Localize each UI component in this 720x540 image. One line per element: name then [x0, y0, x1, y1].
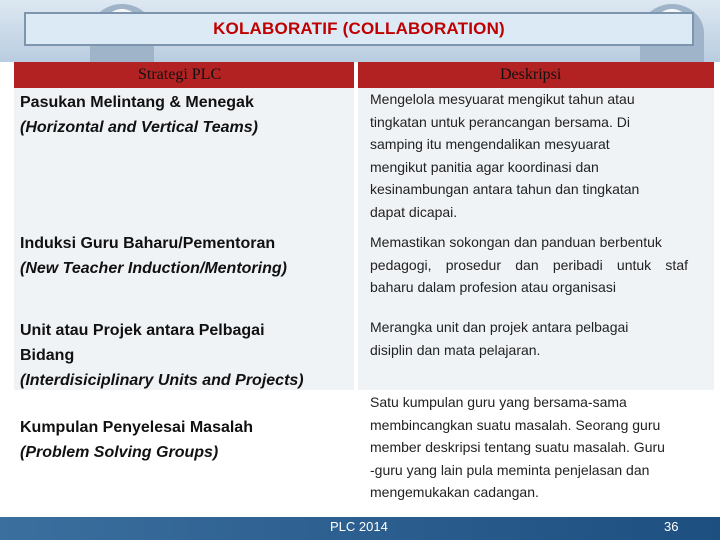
strategy-name: Unit atau Projek antara Pelbagai: [20, 322, 265, 339]
description-line: Satu kumpulan guru yang bersama-sama: [370, 394, 627, 410]
description-text: [370, 231, 688, 299]
description-line: baharu dalam profesion atau organisasi: [370, 279, 616, 295]
strategy-text: [20, 90, 258, 140]
table-row-1-description: [358, 88, 714, 228]
table-header-strategy: [14, 62, 354, 88]
strategy-name-en: (Interdisiciplinary Units and Projects): [20, 372, 304, 389]
table-header-description: [358, 62, 714, 88]
strategy-name-en: (Problem Solving Groups): [20, 444, 219, 461]
table-header-description-label: Deskripsi: [500, 66, 562, 83]
table-row-4-description: [358, 390, 714, 517]
table-row-2-strategy: [14, 228, 354, 304]
strategy-text: [20, 231, 287, 281]
description-line: membincangkan suatu masalah. Seorang guru: [370, 416, 661, 433]
table-row-4-strategy: [14, 390, 354, 517]
footer-label: PLC 2014: [330, 519, 388, 534]
strategy-name-en: (New Teacher Induction/Mentoring): [20, 260, 287, 277]
strategy-text: [20, 415, 253, 465]
slide-number: 36: [664, 519, 679, 534]
strategy-name: Pasukan Melintang & Menegak: [20, 94, 254, 111]
description-line: Mengelola mesyuarat mengikut tahun atau: [370, 91, 635, 107]
description-line: mengemukakan cadangan.: [370, 484, 539, 500]
description-line: samping itu mengendalikan mesyuarat: [370, 136, 610, 152]
description-line: kesinambungan antara tahun dan tingkatan: [370, 181, 640, 197]
table-header-strategy-label: Strategi PLC: [138, 66, 222, 83]
description-line: -guru yang lain pula meminta penjelasan dan: [370, 461, 650, 478]
description-line: Merangka unit dan projek antara pelbagai: [370, 319, 629, 335]
description-text: [370, 316, 688, 361]
table-row-1-strategy: [14, 88, 354, 228]
description-line: dapat dicapai.: [370, 203, 458, 220]
description-text: [370, 391, 688, 504]
description-line: mengikut panitia agar koordinasi dan: [370, 158, 599, 175]
strategy-name: Kumpulan Penyelesai Masalah: [20, 419, 253, 436]
slide-title: KOLABORATIF (COLLABORATION): [213, 19, 505, 38]
description-line: tingkatan untuk perancangan bersama. Di: [370, 113, 630, 130]
description-line: Memastikan sokongan dan panduan berbentuk: [370, 234, 662, 250]
table-row-2-description: [358, 228, 714, 304]
strategy-name-en: (Horizontal and Vertical Teams): [20, 119, 258, 136]
description-text: [370, 88, 688, 223]
description-line: disiplin dan mata pelajaran.: [370, 341, 541, 358]
description-line: member deskripsi tentang suatu masalah. Guru: [370, 439, 665, 455]
description-line: pedagogi, prosedur dan peribadi untuk staf: [370, 256, 688, 273]
table-row-3-strategy: [14, 304, 354, 390]
title-box: [24, 12, 694, 46]
strategy-name: Induksi Guru Baharu/Pementoran: [20, 235, 276, 252]
table-row-3-description: [358, 304, 714, 390]
strategy-text: [20, 318, 304, 393]
strategy-name: Bidang: [20, 347, 75, 364]
